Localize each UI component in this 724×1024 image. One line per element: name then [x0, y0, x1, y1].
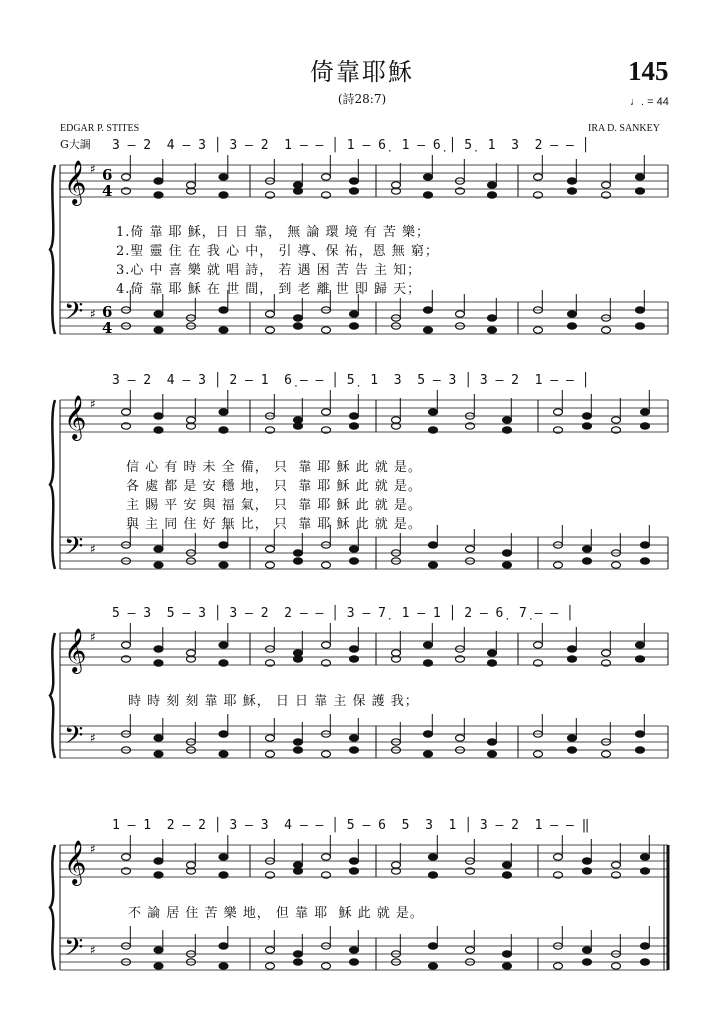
note-head — [424, 731, 433, 737]
note-head — [641, 854, 650, 860]
note-head — [154, 947, 163, 953]
note-head — [219, 307, 228, 313]
note-head — [154, 646, 163, 652]
note-head — [583, 423, 592, 429]
note-head — [612, 417, 621, 423]
jianpu-line-1: 3 – 2 4 – 3 │ 3 – 2 1 – – │ 1 – 6̣ 1 – 6̣ │ 5̣ 1 3 2 – – │ — [112, 138, 590, 153]
note-head — [266, 546, 275, 552]
jianpu-line-4: 1 – 1 2 – 2 │ 3 – 3 4 – – │ 5 – 6 5 3 1 │ 3 – 2 1 – – ‖ — [112, 818, 590, 833]
note-head — [322, 327, 331, 333]
hymn-title: 倚靠耶穌 — [310, 58, 414, 86]
note-head — [568, 188, 577, 194]
note-head — [350, 646, 359, 652]
tempo-marking: ♩. = 44 — [630, 96, 669, 108]
note-head — [219, 963, 228, 969]
time-signature: 6 — [102, 166, 113, 184]
note-head — [219, 542, 228, 548]
note-head — [583, 546, 592, 552]
note-head — [534, 327, 543, 333]
note-head — [219, 327, 228, 333]
note-head — [350, 423, 359, 429]
system-brace — [50, 165, 55, 334]
note-head — [641, 423, 650, 429]
treble-clef: 𝄞 — [64, 840, 87, 884]
note-head — [424, 660, 433, 666]
note-head — [219, 854, 228, 860]
note-head — [294, 868, 303, 874]
note-head — [602, 182, 611, 188]
bass-clef: 𝄢 — [64, 721, 84, 756]
note-head — [429, 963, 438, 969]
note-head — [122, 854, 131, 860]
note-head — [568, 747, 577, 753]
note-head — [636, 642, 645, 648]
bass-clef: 𝄢 — [64, 532, 84, 567]
note-head — [266, 327, 275, 333]
lyricist-credit: EDGAR P. STITES — [60, 123, 140, 134]
treble-clef: 𝄞 — [64, 395, 87, 439]
note-head — [424, 174, 433, 180]
note-head — [154, 192, 163, 198]
note-head — [350, 178, 359, 184]
note-head — [219, 751, 228, 757]
note-head — [350, 735, 359, 741]
lyric-line: 主 賜 平 安 與 福 氣， 只 靠 耶 穌 此 就 是。 — [126, 498, 422, 513]
note-head — [350, 311, 359, 317]
note-head — [503, 427, 512, 433]
note-head — [424, 192, 433, 198]
note-head — [534, 642, 543, 648]
note-head — [154, 751, 163, 757]
lyric-line: 各 處 都 是 安 穩 地， 只 靠 耶 穌 此 就 是。 — [126, 479, 422, 494]
note-head — [488, 192, 497, 198]
hymn-number: 145 — [628, 56, 669, 86]
note-head — [612, 862, 621, 868]
note-head — [219, 731, 228, 737]
note-head — [294, 188, 303, 194]
note-head — [568, 323, 577, 329]
note-head — [219, 562, 228, 568]
note-head — [488, 327, 497, 333]
note-head — [350, 868, 359, 874]
note-head — [503, 562, 512, 568]
note-head — [636, 656, 645, 662]
note-head — [554, 562, 563, 568]
note-head — [322, 409, 331, 415]
note-head — [350, 188, 359, 194]
lyric-line: 信 心 有 時 未 全 備， 只 靠 耶 穌 此 就 是。 — [126, 460, 422, 475]
note-head — [266, 751, 275, 757]
note-head — [350, 558, 359, 564]
note-head — [294, 951, 303, 957]
note-head — [636, 174, 645, 180]
note-head — [219, 427, 228, 433]
note-head — [219, 409, 228, 415]
note-head — [503, 872, 512, 878]
note-head — [294, 959, 303, 965]
note-head — [294, 747, 303, 753]
system-brace — [50, 845, 55, 970]
sharp-sign: ♯ — [90, 397, 96, 411]
note-head — [122, 642, 131, 648]
note-head — [322, 174, 331, 180]
lyric-line: 2.聖 靈 住 在 我 心 中， 引 導、保 祐，恩 無 窮； — [116, 244, 439, 259]
note-head — [503, 550, 512, 556]
note-head — [568, 646, 577, 652]
jianpu-line-2: 3 – 2 4 – 3 │ 2 – 1 6̣ – – │ 5̣ 1 3 5 – 3 │ 3 – 2 1 – – │ — [112, 373, 590, 388]
note-head — [641, 409, 650, 415]
note-head — [350, 413, 359, 419]
note-head — [154, 427, 163, 433]
note-head — [322, 963, 331, 969]
bass-clef: 𝄢 — [64, 297, 84, 332]
note-head — [602, 650, 611, 656]
treble-clef: 𝄞 — [64, 628, 87, 672]
note-head — [641, 558, 650, 564]
note-head — [154, 872, 163, 878]
note-head — [429, 854, 438, 860]
note-head — [568, 656, 577, 662]
note-head — [424, 327, 433, 333]
note-head — [429, 409, 438, 415]
note-head — [154, 735, 163, 741]
note-head — [219, 174, 228, 180]
note-head — [219, 192, 228, 198]
system-brace — [50, 633, 55, 758]
note-head — [154, 327, 163, 333]
time-signature: 4 — [102, 182, 113, 200]
note-head — [322, 751, 331, 757]
note-head — [350, 323, 359, 329]
note-head — [583, 858, 592, 864]
note-head — [554, 409, 563, 415]
note-head — [219, 642, 228, 648]
note-head — [294, 323, 303, 329]
note-head — [266, 735, 275, 741]
note-head — [322, 854, 331, 860]
note-head — [583, 413, 592, 419]
note-head — [488, 751, 497, 757]
bass-clef: 𝄢 — [64, 933, 84, 968]
note-head — [503, 951, 512, 957]
note-head — [429, 562, 438, 568]
note-head — [466, 546, 475, 552]
note-head — [456, 311, 465, 317]
sharp-sign: ♯ — [90, 842, 96, 856]
note-head — [350, 959, 359, 965]
note-head — [294, 315, 303, 321]
note-head — [219, 943, 228, 949]
time-signature: 6 — [102, 303, 113, 321]
lyric-line: 時 時 刻 刻 靠 耶 穌， 日 日 靠 主 保 護 我； — [128, 694, 419, 709]
note-head — [602, 327, 611, 333]
sharp-sign: ♯ — [90, 630, 96, 644]
lyric-line: 3.心 中 喜 樂 就 唱 詩， 若 遇 困 苦 告 主 知； — [116, 263, 422, 278]
scripture-reference: (詩28:7) — [337, 92, 387, 106]
note-head — [636, 747, 645, 753]
note-head — [294, 550, 303, 556]
note-head — [583, 868, 592, 874]
note-head — [154, 311, 163, 317]
note-head — [424, 751, 433, 757]
note-head — [488, 739, 497, 745]
note-head — [350, 747, 359, 753]
note-head — [322, 642, 331, 648]
sharp-sign: ♯ — [90, 731, 96, 745]
note-head — [636, 731, 645, 737]
note-head — [266, 562, 275, 568]
note-head — [154, 562, 163, 568]
note-head — [636, 323, 645, 329]
note-head — [219, 660, 228, 666]
note-head — [568, 735, 577, 741]
note-head — [266, 311, 275, 317]
lyric-line: 與 主 同 住 好 無 比， 只 靠 耶 穌 此 就 是。 — [126, 517, 422, 532]
note-head — [641, 959, 650, 965]
note-head — [641, 943, 650, 949]
sharp-sign: ♯ — [90, 943, 96, 957]
time-signature: 4 — [102, 319, 113, 337]
treble-clef: 𝄞 — [64, 160, 87, 204]
note-head — [503, 417, 512, 423]
sharp-sign: ♯ — [90, 542, 96, 556]
note-head — [583, 959, 592, 965]
sharp-sign: ♯ — [90, 162, 96, 176]
note-head — [154, 546, 163, 552]
note-head — [554, 963, 563, 969]
note-head — [503, 862, 512, 868]
note-head — [488, 182, 497, 188]
note-head — [294, 656, 303, 662]
note-head — [350, 858, 359, 864]
lyric-line: 不 論 居 住 苦 樂 地， 但 靠 耶 穌 此 就 是。 — [128, 906, 424, 921]
note-head — [488, 660, 497, 666]
lyric-line: 4.倚 靠 耶 穌 在 世 間， 到 老 離 世 即 歸 天； — [116, 282, 422, 297]
sharp-sign: ♯ — [90, 307, 96, 321]
note-head — [350, 947, 359, 953]
note-head — [602, 751, 611, 757]
note-head — [636, 188, 645, 194]
note-head — [322, 562, 331, 568]
note-head — [429, 542, 438, 548]
note-head — [429, 427, 438, 433]
note-head — [612, 963, 621, 969]
note-head — [534, 174, 543, 180]
note-head — [122, 409, 131, 415]
note-head — [122, 174, 131, 180]
note-head — [636, 307, 645, 313]
note-head — [503, 963, 512, 969]
note-head — [154, 963, 163, 969]
note-head — [219, 872, 228, 878]
note-head — [583, 558, 592, 564]
lyric-line: 1.倚 靠 耶 穌，日 日 靠， 無 論 環 境 有 苦 樂； — [116, 225, 430, 240]
note-head — [583, 947, 592, 953]
note-head — [154, 178, 163, 184]
composer-credit: IRA D. SANKEY — [588, 123, 660, 134]
note-head — [154, 413, 163, 419]
note-head — [488, 650, 497, 656]
note-head — [429, 943, 438, 949]
note-head — [568, 178, 577, 184]
note-head — [294, 739, 303, 745]
note-head — [424, 642, 433, 648]
note-head — [424, 307, 433, 313]
note-head — [612, 562, 621, 568]
note-head — [266, 963, 275, 969]
system-brace — [50, 400, 55, 569]
note-head — [266, 947, 275, 953]
note-head — [641, 868, 650, 874]
note-head — [154, 660, 163, 666]
note-head — [350, 656, 359, 662]
note-head — [294, 423, 303, 429]
note-head — [154, 858, 163, 864]
note-head — [429, 872, 438, 878]
note-head — [488, 315, 497, 321]
note-head — [456, 735, 465, 741]
note-head — [554, 854, 563, 860]
note-head — [466, 947, 475, 953]
note-head — [294, 558, 303, 564]
jianpu-line-3: 5 – 3 5 – 3 │ 3 – 2 2 – – │ 3 – 7̣ 1 – 1 │ 2 – 6̣ 7̣ – – │ — [112, 606, 574, 621]
note-head — [350, 546, 359, 552]
note-head — [568, 311, 577, 317]
key-signature-label: G大調 — [60, 138, 91, 151]
note-head — [641, 542, 650, 548]
note-head — [534, 751, 543, 757]
